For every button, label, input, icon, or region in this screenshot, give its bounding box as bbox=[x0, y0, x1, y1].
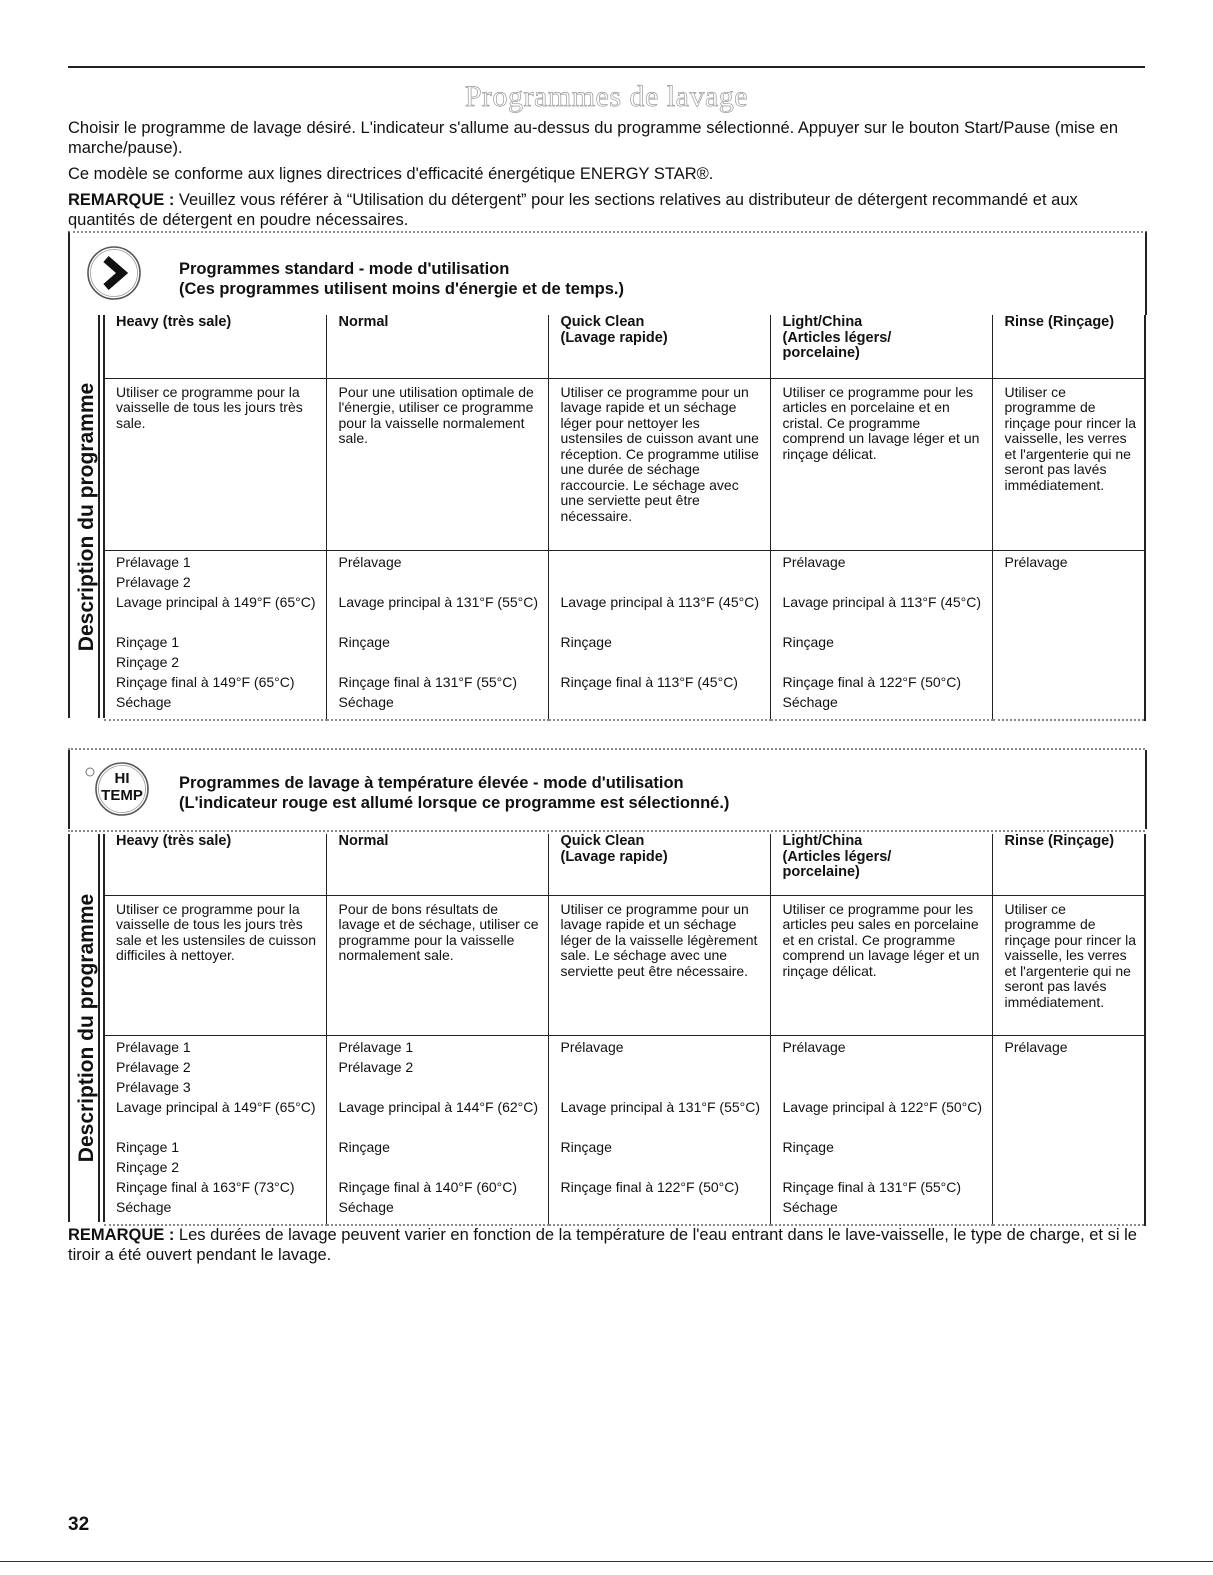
column-header-line: Normal bbox=[338, 833, 389, 849]
program-step bbox=[1005, 575, 1137, 595]
program-step: Séchage bbox=[116, 693, 172, 710]
program-step: Prélavage bbox=[338, 553, 402, 570]
column-header-line: Light/China bbox=[782, 833, 863, 849]
program-step bbox=[561, 1080, 762, 1100]
program-step: Rinçage 2 bbox=[116, 1158, 180, 1175]
program-steps bbox=[770, 1035, 992, 1225]
program-step: Rinçage 1 bbox=[116, 1138, 180, 1155]
program-step bbox=[561, 1200, 762, 1220]
program-step bbox=[561, 575, 762, 595]
program-step bbox=[1005, 1080, 1137, 1100]
program-step bbox=[1005, 595, 1137, 615]
program-description: Pour de bons résultats de lavage et de séchage, utiliser ce programme pour la vaisselle normalement sale. bbox=[326, 895, 548, 1035]
program-steps bbox=[104, 1035, 326, 1225]
program-description: Utiliser ce programme de rinçage pour rincer la vaisselle, les verres et l'argenterie qui ne seront pas lavés immédiatement. bbox=[992, 378, 1145, 550]
program-step bbox=[1005, 1060, 1137, 1080]
temp-text: TEMP bbox=[101, 787, 143, 804]
program-description: Utiliser ce programme pour un lavage rapide et un séchage léger pour nettoyer les ustensiles de cuisson avant une réception. Ce programme utilise une durée de séchage raccourcie. Le séchage avec une serviette peut être nécessaire. bbox=[548, 378, 770, 550]
program-step: Prélavage bbox=[782, 1038, 846, 1055]
double-rule bbox=[98, 834, 100, 1222]
section-heading bbox=[179, 259, 624, 299]
column-header-line: (Articles légers/ bbox=[782, 329, 892, 346]
standard-programs-section bbox=[68, 231, 1145, 718]
column-header bbox=[104, 834, 326, 895]
column-header-line: (Lavage rapide) bbox=[560, 848, 668, 865]
column-header bbox=[770, 315, 992, 378]
section-title: Programmes standard - mode d'utilisation bbox=[179, 260, 510, 278]
program-step: Rinçage final à 131°F (55°C) bbox=[338, 673, 518, 690]
program-step: Prélavage bbox=[1004, 1038, 1068, 1055]
program-step: Rinçage final à 122°F (50°C) bbox=[560, 1178, 740, 1195]
program-step bbox=[1005, 655, 1137, 675]
program-step bbox=[783, 1080, 984, 1100]
note-label: REMARQUE : bbox=[68, 191, 175, 209]
program-step: Prélavage 1 bbox=[116, 1038, 191, 1055]
program-step: Prélavage 2 bbox=[338, 1058, 414, 1075]
program-step: Séchage bbox=[338, 693, 394, 710]
program-description: Utiliser ce programme pour la vaisselle de tous les jours très sale et les ustensiles de cuisson difficiles à nettoyer. bbox=[104, 895, 326, 1035]
note-text: Veuillez vous référer à “Utilisation du détergent” pour les sections relatives au distributeur de détergent recommandé et aux quantités de détergent en poudre nécessaires. bbox=[68, 191, 1078, 229]
program-step: Séchage bbox=[782, 1198, 838, 1215]
column-header-line: Light/China bbox=[782, 314, 863, 330]
program-step bbox=[561, 1160, 762, 1180]
program-step: Prélavage bbox=[1004, 553, 1068, 570]
section-header bbox=[68, 750, 1147, 829]
program-step bbox=[1005, 675, 1137, 695]
program-step bbox=[783, 1060, 984, 1080]
program-description: Utiliser ce programme pour un lavage rapide et un séchage léger de la vaisselle légèrement sale. Le séchage avec une serviette peut être nécessaire. bbox=[548, 895, 770, 1035]
program-step: Lavage principal à 144°F (62°C) bbox=[338, 1098, 539, 1115]
program-description: Utiliser ce programme pour les articles en porcelaine et en cristal. Ce programme comprend un lavage léger et un rinçage délicat. bbox=[770, 378, 992, 550]
program-steps bbox=[992, 1035, 1145, 1225]
top-rule bbox=[68, 66, 1145, 68]
intro-paragraph-2: Ce modèle se conforme aux lignes directrices d'efficacité énergétique ENERGY STAR®. bbox=[68, 165, 714, 183]
program-step: Prélavage 1 bbox=[116, 553, 191, 570]
program-step: Rinçage final à 131°F (55°C) bbox=[782, 1178, 962, 1195]
column-header bbox=[326, 315, 548, 378]
side-label: Description du programme bbox=[75, 382, 98, 651]
program-steps bbox=[548, 550, 770, 720]
program-step bbox=[1005, 1140, 1137, 1160]
program-steps bbox=[104, 550, 326, 720]
column-header-line: Heavy (très sale) bbox=[116, 833, 232, 849]
program-step bbox=[339, 1080, 540, 1100]
note-text: Les durées de lavage peuvent varier en fonction de la température de l'eau entrant dans le lave-vaisselle, le type de charge, et si le tiroir a été ouvert pendant le lavage. bbox=[68, 1226, 1137, 1264]
column-header bbox=[326, 834, 548, 895]
column-header-line: Normal bbox=[338, 314, 389, 330]
page-number: 32 bbox=[68, 1514, 90, 1535]
column-header bbox=[770, 834, 992, 895]
program-step: Rinçage bbox=[338, 1138, 390, 1155]
intro-paragraph-1: Choisir le programme de lavage désiré. L'indicateur s'allume au-dessus du programme sélectionné. Appuyer sur le bouton Start/Pause (mise en marche/pause). bbox=[68, 119, 1119, 157]
program-step: Rinçage bbox=[338, 633, 390, 650]
column-header-line: Heavy (très sale) bbox=[116, 314, 232, 330]
column-header-line: Rinse (Rinçage) bbox=[1004, 833, 1115, 849]
program-step: Rinçage bbox=[782, 633, 834, 650]
hi-temp-icon bbox=[84, 758, 154, 825]
program-step: Rinçage final à 163°F (73°C) bbox=[116, 1178, 295, 1195]
program-step: Lavage principal à 149°F (65°C) bbox=[116, 1098, 316, 1115]
program-step bbox=[783, 575, 984, 595]
program-step: Rinçage bbox=[560, 633, 612, 650]
programs-table bbox=[104, 834, 1146, 1226]
program-step: Rinçage final à 140°F (60°C) bbox=[338, 1178, 518, 1195]
program-step: Séchage bbox=[338, 1198, 394, 1215]
intro-note bbox=[68, 190, 1148, 230]
program-step: Prélavage bbox=[560, 1038, 624, 1055]
program-step bbox=[1005, 615, 1137, 635]
footer-note bbox=[68, 1225, 1148, 1265]
column-header bbox=[992, 834, 1145, 895]
hi-text: HI bbox=[114, 770, 130, 787]
column-header bbox=[992, 315, 1145, 378]
program-step: Rinçage bbox=[560, 1138, 612, 1155]
program-step bbox=[1005, 1100, 1137, 1120]
program-step bbox=[561, 555, 762, 575]
double-rule bbox=[98, 315, 100, 718]
program-step: Prélavage 2 bbox=[116, 573, 191, 590]
column-header-line: porcelaine) bbox=[782, 345, 860, 361]
program-step: Rinçage final à 122°F (50°C) bbox=[782, 673, 962, 690]
program-steps bbox=[326, 550, 548, 720]
program-step bbox=[1005, 1120, 1137, 1140]
program-step bbox=[1005, 635, 1137, 655]
intro bbox=[68, 118, 1148, 236]
program-steps bbox=[770, 550, 992, 720]
program-step bbox=[1005, 1160, 1137, 1180]
program-steps bbox=[992, 550, 1145, 720]
program-step: Rinçage 1 bbox=[116, 633, 180, 650]
programs-table bbox=[104, 315, 1146, 721]
program-step: Lavage principal à 113°F (45°C) bbox=[560, 593, 759, 610]
column-header bbox=[104, 315, 326, 378]
program-step: Lavage principal à 149°F (65°C) bbox=[116, 593, 316, 610]
program-step: Prélavage bbox=[782, 553, 846, 570]
program-step bbox=[561, 655, 762, 675]
column-header-line: (Articles légers/ bbox=[782, 848, 892, 865]
program-description: Utiliser ce programme pour la vaisselle de tous les jours très sale. bbox=[104, 378, 326, 550]
program-steps bbox=[548, 1035, 770, 1225]
program-step: Rinçage final à 149°F (65°C) bbox=[116, 673, 295, 690]
column-header-line: Quick Clean bbox=[560, 833, 645, 849]
column-header-line: Quick Clean bbox=[560, 314, 645, 330]
section-title: Programmes de lavage à température élevée - mode d'utilisation bbox=[179, 774, 684, 792]
column-header bbox=[548, 834, 770, 895]
program-step bbox=[783, 655, 984, 675]
program-description: Utiliser ce programme de rinçage pour rincer la vaisselle, les verres et l'argenterie qui ne seront pas lavés immédiatement. bbox=[992, 895, 1145, 1035]
program-step: Prélavage 1 bbox=[338, 1038, 414, 1055]
program-step: Lavage principal à 131°F (55°C) bbox=[560, 1098, 761, 1115]
program-step bbox=[339, 575, 540, 595]
hi-temp-icon-text bbox=[96, 770, 148, 804]
high-temp-programs-section bbox=[68, 750, 1145, 1222]
program-step: Lavage principal à 131°F (55°C) bbox=[338, 593, 539, 610]
program-step: Séchage bbox=[116, 1198, 172, 1215]
side-label: Description du programme bbox=[75, 893, 98, 1163]
program-description: Utiliser ce programme pour les articles peu sales en porcelaine et en cristal. Ce programme comprend un lavage léger et un rinçage délicat. bbox=[770, 895, 992, 1035]
section-heading bbox=[179, 773, 729, 813]
section-header bbox=[68, 231, 1147, 315]
program-step bbox=[561, 1060, 762, 1080]
program-step bbox=[339, 655, 540, 675]
bottom-rule bbox=[0, 1561, 1213, 1562]
program-step bbox=[783, 1160, 984, 1180]
section-subtitle: (Ces programmes utilisent moins d'énergie et de temps.) bbox=[179, 280, 624, 298]
column-header bbox=[548, 315, 770, 378]
header-divider bbox=[68, 830, 1145, 832]
program-step bbox=[561, 695, 762, 715]
page-title: Programmes de lavage bbox=[464, 80, 749, 113]
program-step: Lavage principal à 113°F (45°C) bbox=[782, 593, 981, 610]
chevron-right-icon bbox=[84, 243, 144, 308]
program-step: Rinçage bbox=[782, 1138, 834, 1155]
program-description: Pour une utilisation optimale de l'énergie, utiliser ce programme pour la vaisselle normalement sale. bbox=[326, 378, 548, 550]
program-step bbox=[339, 1160, 540, 1180]
program-step: Rinçage 2 bbox=[116, 653, 180, 670]
note-label: REMARQUE : bbox=[68, 1226, 175, 1244]
program-step: Séchage bbox=[782, 693, 838, 710]
section-subtitle: (L'indicateur rouge est allumé lorsque ce programme est sélectionné.) bbox=[179, 794, 730, 812]
program-step bbox=[1005, 1180, 1137, 1200]
program-step: Rinçage final à 113°F (45°C) bbox=[560, 673, 738, 690]
column-header-line: porcelaine) bbox=[782, 864, 860, 880]
column-header-line: (Lavage rapide) bbox=[560, 329, 668, 346]
program-step: Prélavage 3 bbox=[116, 1078, 191, 1095]
program-steps bbox=[326, 1035, 548, 1225]
program-step: Prélavage 2 bbox=[116, 1058, 191, 1075]
column-header-line: Rinse (Rinçage) bbox=[1004, 314, 1115, 330]
program-step: Lavage principal à 122°F (50°C) bbox=[782, 1098, 983, 1115]
